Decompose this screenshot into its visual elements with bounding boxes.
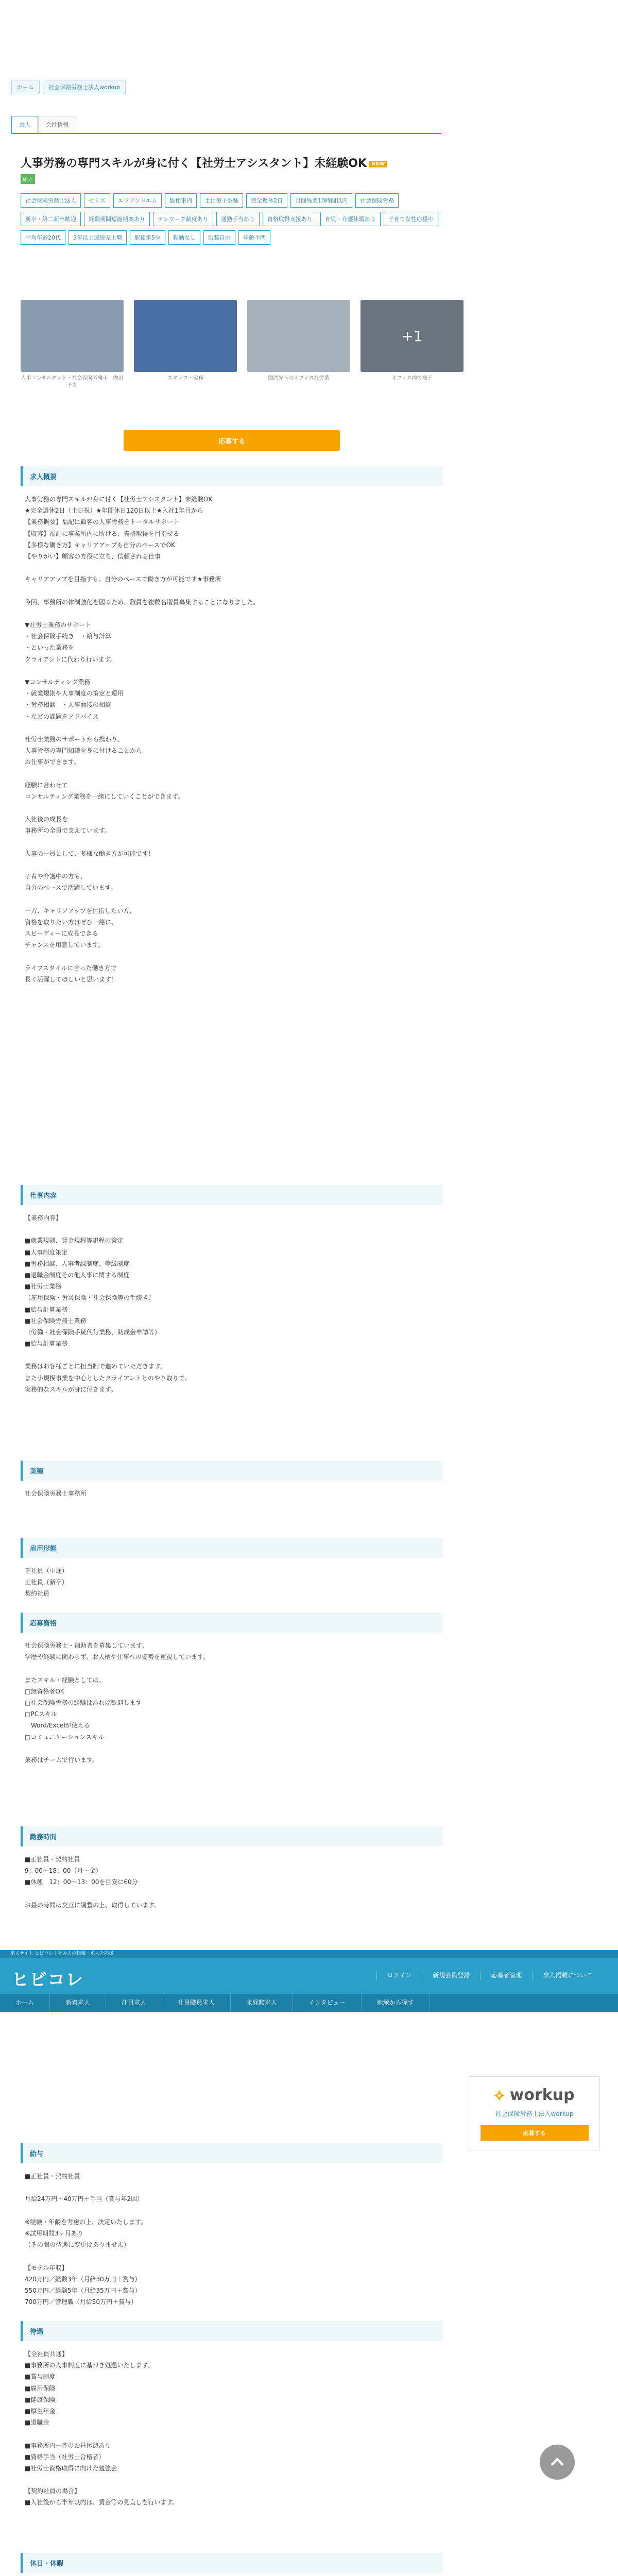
- tag-item[interactable]: エフアンドエム: [113, 193, 162, 208]
- photo-image: [21, 300, 124, 372]
- company-side-card: [469, 2076, 600, 2150]
- header-nav-item[interactable]: 求人掲載について: [532, 1971, 603, 1979]
- photo-image: [134, 300, 237, 372]
- section-heading: 応募資格: [21, 1613, 443, 1633]
- side-apply-button[interactable]: 応募する: [480, 2125, 589, 2141]
- apply-button-top[interactable]: 応募する: [124, 430, 340, 451]
- section-body: 【業務内容】 ■就業規則、賃金規程等規程の策定 ■人事制度策定 ■労務相談、人事考課制度、等級制度 ■退職金制度その他人事に関する制度 ■社労士業務 （雇用保険・労災保険・社会保険等の手続き） ■給与計算業務 ■社会保険労務士業務 （労働・社会保険手続代行業務、助成金申請等） ■給与計算業務 業務はお客様ごとに担当制で進めていただきます。 また小規模事業を中心としたクライアントとのやり取りで、 実務的なスキルが身に付きます。: [25, 1214, 191, 1393]
- photo-caption: オフィス内の様子: [391, 376, 433, 381]
- tag-item[interactable]: 年齢不問: [238, 230, 270, 245]
- section-body: 社会保険労務士事務所: [25, 1490, 87, 1497]
- tag-item[interactable]: 3年以上連続売上増: [68, 230, 127, 245]
- section-heading: 雇用形態: [21, 1538, 443, 1558]
- site-logo[interactable]: ヒビコレ: [11, 1970, 83, 1990]
- section-salary: [21, 2143, 443, 2315]
- header-nav-item[interactable]: 新規会員登録: [422, 1971, 480, 1979]
- photo-caption: 顧問先へのオフィス社労業: [268, 376, 330, 381]
- breadcrumb-company[interactable]: 社会保険労務士法人workup: [43, 80, 126, 94]
- page-tabs: [11, 116, 441, 134]
- section-overview: [21, 466, 443, 992]
- breadcrumb-home[interactable]: ホーム: [11, 80, 40, 94]
- company-logo: ⟡ workup: [494, 2086, 575, 2104]
- photo-item[interactable]: [247, 300, 350, 389]
- tag-item[interactable]: 育児・介護休暇あり: [320, 212, 381, 226]
- main-menu-item[interactable]: 新着求人: [50, 1994, 106, 2012]
- header-strip: 求人サイト ヒビコレ｜社会人の転職・求人を応援: [0, 1950, 618, 1958]
- main-menu: [0, 1994, 618, 2012]
- tag-item[interactable]: 子育て女性応援中: [384, 212, 438, 226]
- section-holidays: [21, 2553, 443, 2576]
- section-body: ■正社員・契約社員 月給24万円～40万円＋手当（賞与年2回） ※経験・年齢を考慮の上、決定いたします。 ※試用期間3ヶ月あり （その間の待遇に変更はありません） 【モデル年収】 420万円／経験3年（月給30万円＋賞与） 550万円／経験5年（月給35万円＋賞与） 700万円／管理職（月給50万円＋賞与）: [25, 2173, 147, 2306]
- tag-item[interactable]: 平均年齢20代: [21, 230, 65, 245]
- tag-item[interactable]: 月間残業10時間以内: [290, 193, 352, 208]
- tag-item[interactable]: 服装自由: [203, 230, 235, 245]
- breadcrumb: [11, 80, 126, 94]
- photo-image: +1: [360, 300, 464, 372]
- section-employment: [21, 1538, 443, 1607]
- section-body: 正社員（中途） 正社員（新卒） 契約社員: [25, 1567, 68, 1598]
- photo-gallery: [21, 300, 464, 389]
- main-menu-item[interactable]: 社員職員求人: [162, 1994, 231, 2012]
- scroll-top-button[interactable]: [540, 2445, 575, 2480]
- section-job: [21, 1185, 443, 1402]
- photo-caption: 人事コンサルタント・社会保険労務士 内田千丸: [21, 376, 124, 388]
- referral-badge: 紹介: [21, 174, 35, 184]
- section-body: [21, 2573, 443, 2576]
- section-hours: [21, 1826, 443, 1918]
- photo-image: [247, 300, 350, 372]
- tag-item[interactable]: 経験期間短縮期案あり: [84, 212, 150, 226]
- tab-company-info[interactable]: 会社情報: [38, 116, 76, 133]
- tag-item[interactable]: テレワーク制度あり: [153, 212, 213, 226]
- section-heading: 仕事内容: [21, 1185, 443, 1205]
- section-body: ■正社員・契約社員 9：00～18：00（月～金） ■休憩 12：00～13：00を目安に60分 お昼の時間は交互に調整の上、取得しています。: [25, 1856, 161, 1909]
- main-menu-item[interactable]: 注目求人: [106, 1994, 162, 2012]
- main-menu-item[interactable]: ホーム: [0, 1994, 50, 2012]
- tag-item[interactable]: 通勤手当あり: [216, 212, 260, 226]
- section-heading: 待遇: [21, 2321, 443, 2341]
- tag-item[interactable]: 駅徒歩5分: [130, 230, 165, 245]
- section-body: 社会保険労務士・補助者を募集しています。 学歴や経験に関わらず、お人柄や仕事への姿勢を重視しています。 またスキル・経験としては、 □無資格者OK □社会保険労務の経験はあれば歓迎します □PCスキル Word/Excelが使える □コミュニケーションスキル 業務はチームで行います。: [25, 1642, 210, 1764]
- section-heading: 休日・休暇: [21, 2553, 443, 2573]
- job-title: 人事労務の専門スキルが身に付く【社労士アシスタント】未経験OK NEW: [21, 155, 443, 171]
- tag-item[interactable]: 土に毎子券強: [200, 193, 243, 208]
- chevron-up-icon: [548, 2453, 566, 2471]
- tag-item[interactable]: 総仕事内: [165, 193, 197, 208]
- photo-item[interactable]: [21, 300, 124, 389]
- section-body: 人事労務の専門スキルが身に付く【社労士アシスタント】未経験OK ★完全週休2日（土日祝）★年間休日120日以上★入社1年目から 【業務概要】福記に顧客の人事労務をトータルサポート 【収容】福記に事業所内に所ける、資格取得を目指せる 【多様な働き方】キャリアアップも自分のペースでOK 【やりがい】顧客の方役に立ち、信頼される仕事 キャリアアップを目指すも、自分のペースで働き方が可能です★事務所 今回、事務所の体制強化を図るため、職員を複数名増員募集することになりました。 ▼社労士業務のサポート ・社会保険手続き ・給与計算 ・といった業務を クライアントに代わり行います。 ▼コンサルティング業務 ・就業規則や人事制度の策定と運用 ・労務相談 ・人事面接の相談 ・などの課題をアドバイス 社労士業務のサポートから携わり、 人事労務の専門知識を身に付けることから お仕事ができます。 経験に合わせて コンサルティング業務を一緒にしていくことができます。 入社後の成長を 事務所の全員で支えています。 人事の一員として、多様な働き方が可能です！ 子育や介護中の方も、 自分のペースで活躍しています。 一方、キャリアアップを目指したい方、 資格を取りたい方はぜひ一緒に、 スピーディーに成長できる チャンスを用意しています。 ライフスタイルに合った働き方で 長く活躍してほしいと思います！: [25, 496, 260, 983]
- company-name-link[interactable]: 社会保険労務士法人workup: [495, 2110, 574, 2117]
- tag-item[interactable]: 完全週休2日: [246, 193, 287, 208]
- section-heading: 勤務時間: [21, 1826, 443, 1846]
- section-heading: 求人概要: [21, 466, 443, 486]
- site-header: [0, 1950, 618, 2012]
- new-badge: NEW: [369, 161, 387, 167]
- section-type: [21, 1461, 443, 1506]
- section-heading: 給与: [21, 2143, 443, 2163]
- tag-item[interactable]: 新卒・第二新卒歓迎: [21, 212, 81, 226]
- photo-caption: スタッフ・実務: [167, 376, 203, 381]
- tag-item[interactable]: 社会保険労務士法人: [21, 193, 81, 208]
- tag-item[interactable]: 転勤なし: [168, 230, 200, 245]
- main-menu-item[interactable]: 地域から探す: [362, 1994, 430, 2012]
- header-nav-item[interactable]: ログイン: [376, 1971, 422, 1979]
- photo-item[interactable]: [134, 300, 237, 389]
- section-body: 【全社員共通】 ■事務所の人事制度に基づき処遇いたします。 ■賞与制度 ■雇用保険 ■健康保険 ■厚生年金 ■退職金 ■事務所内一斉のお昼休憩あり ■資格手当（社労士合格者） ■社労士資格取得に向けた勉強会 【契約社員の場合】 ■入社後から半年以内は、賃金等の見直しを行います。: [25, 2350, 179, 2506]
- section-requirements: [21, 1613, 443, 1773]
- tag-list: [21, 193, 443, 245]
- main-menu-item[interactable]: インタビュー: [293, 1994, 362, 2012]
- section-benefits: [21, 2321, 443, 2516]
- tab-jobs[interactable]: 求人: [11, 116, 38, 133]
- photo-item[interactable]: [360, 300, 464, 389]
- header-nav-item[interactable]: 応募者管理: [480, 1971, 532, 1979]
- tag-item[interactable]: 社会保険労務: [355, 193, 399, 208]
- header-nav: [376, 1971, 603, 1979]
- main-menu-item[interactable]: 未経験求人: [231, 1994, 293, 2012]
- section-heading: 業種: [21, 1461, 443, 1481]
- tag-item[interactable]: 資格取得支援あり: [263, 212, 317, 226]
- tag-item[interactable]: セミズ: [84, 193, 110, 208]
